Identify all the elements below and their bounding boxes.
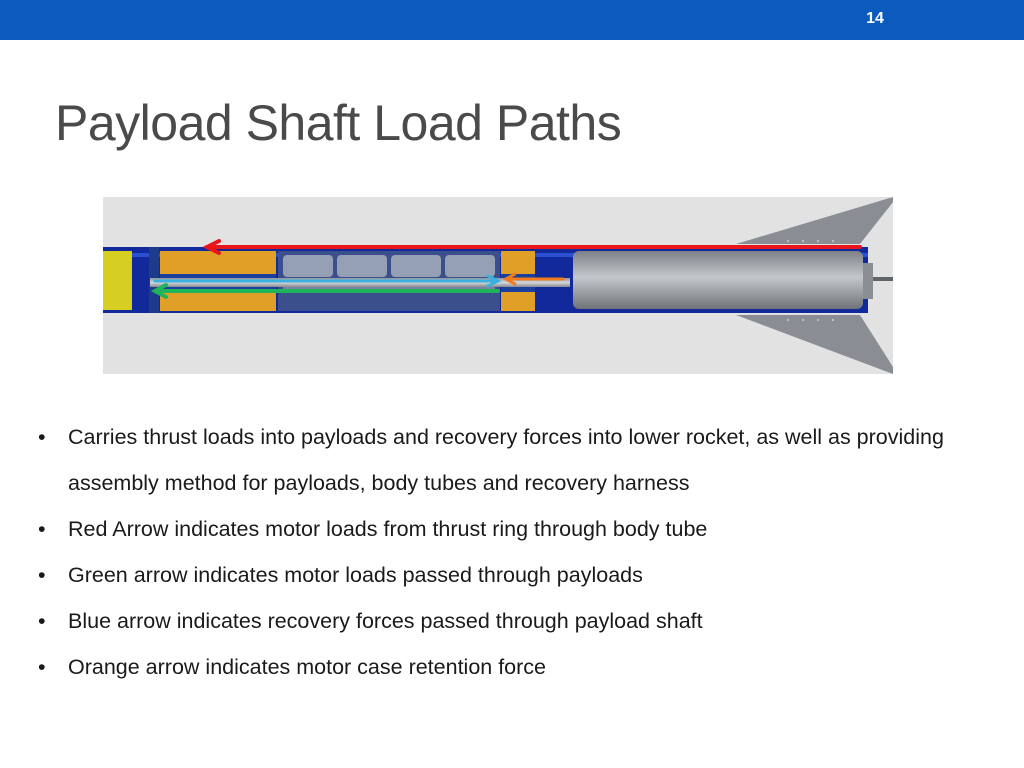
- bullet-item: • Green arrow indicates motor loads passed through payloads: [38, 563, 643, 587]
- bullet-text: Carries thrust loads into payloads and recovery forces into lower rocket, as well as providing assembly method for payloads, body tubes and recovery harness: [68, 425, 944, 495]
- page-number: 14: [866, 10, 884, 27]
- header-bar: [0, 0, 1024, 40]
- bullet-text: Blue arrow indicates recovery forces passed through payload shaft: [68, 609, 703, 633]
- bullet-item: • Orange arrow indicates motor case retention force: [38, 655, 547, 679]
- bullet-list: [38, 414, 998, 690]
- bullet-item: • Red Arrow indicates motor loads from thrust ring through body tube: [38, 517, 708, 541]
- nose-coupler: [103, 251, 132, 310]
- bullet-text: Orange arrow indicates motor case retention force: [68, 655, 547, 679]
- bullet-text: Green arrow indicates motor loads passed through payloads: [68, 563, 643, 587]
- bullet-text: Red Arrow indicates motor loads from thrust ring through body tube: [68, 517, 708, 541]
- bullet-item: • Carries thrust loads into payloads and recovery forces into lower rocket, as well as providing assembly method for payloads, body tubes and recovery harness: [38, 425, 944, 495]
- rocket-load-path-diagram: [103, 197, 893, 374]
- bullet-item: • Blue arrow indicates recovery forces passed through payload shaft: [38, 609, 703, 633]
- motor-case: [573, 251, 863, 309]
- slide-title: Payload Shaft Load Paths: [55, 95, 622, 151]
